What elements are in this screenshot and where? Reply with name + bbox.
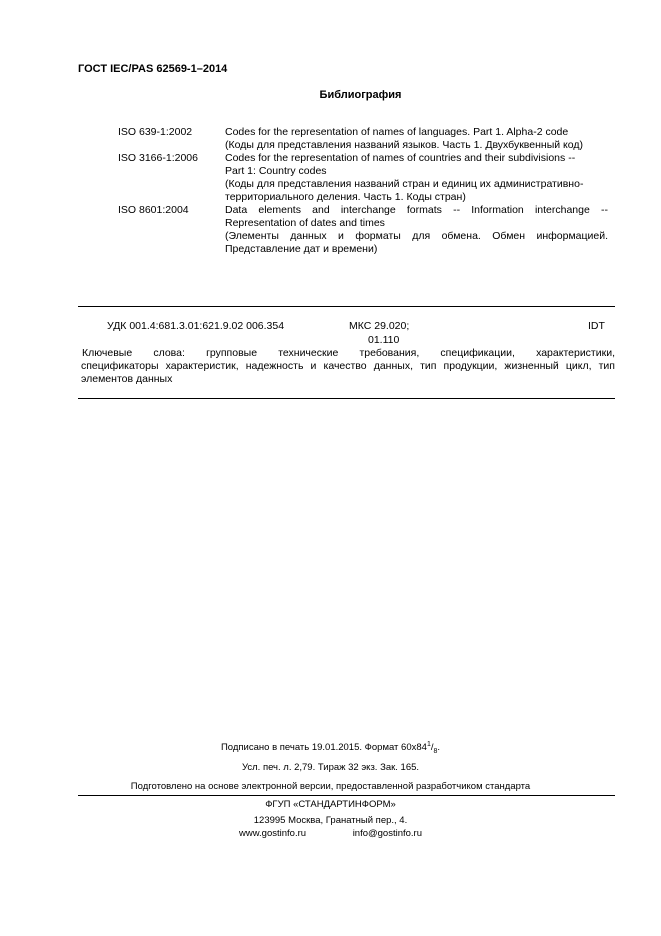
- divider-bottom: [78, 398, 615, 399]
- keywords-block: [78, 347, 615, 386]
- mks-code-line1: МКС 29.020;: [349, 320, 410, 332]
- publisher-name: ФГУП «СТАНДАРТИНФОРМ»: [265, 799, 396, 810]
- standard-code: ISO 8601:2004: [118, 204, 189, 216]
- standard-description: [225, 152, 608, 204]
- signed-text: Подписано в печать 19.01.2015. Формат 60х84: [220, 742, 427, 754]
- prepared-note: Подготовлено на основе электронной версии, предоставленной разработчиком стандарта: [130, 781, 531, 792]
- description-line: (Коды для представления названий стран и единиц их административно-: [225, 178, 584, 190]
- description-line: Представление дат и времени): [225, 243, 378, 255]
- format-denominator: 8: [433, 748, 438, 756]
- website-link[interactable]: www.gostinfo.ru: [238, 828, 307, 839]
- document-header: ГОСТ IEC/PAS 62569-1–2014: [78, 63, 228, 75]
- keywords-line: спецификаторы характеристик, надежность и качество данных, тип продукции, жизненный цикл, тип: [81, 360, 615, 372]
- description-line: Codes for the representation of names of languages. Part 1. Alpha-2 code: [225, 126, 569, 138]
- format-numerator: 1: [426, 741, 431, 748]
- keywords-text: Ключевые слова: групповые технические требования, спецификации, характеристики,: [82, 347, 615, 359]
- description-line: Codes for the representation of names of countries and their subdivisions --: [225, 152, 576, 164]
- bibliography-title: Библиография: [319, 89, 402, 101]
- standard-code: ISO 639-1:2002: [118, 126, 193, 138]
- divider-top: [78, 306, 615, 307]
- standard-description: [225, 204, 608, 256]
- imprint-divider: [78, 795, 615, 796]
- print-info: Усл. печ. л. 2,79. Тираж 32 экз. Зак. 165.: [241, 762, 420, 773]
- signed-to-print: Подписано в печать 19.01.2015. Формат $60х84^1/_8$.: [220, 741, 441, 756]
- description-line: (Коды для представления названий языков. Часть 1. Двухбуквенный код): [225, 139, 583, 151]
- bibliography-entry: [118, 152, 608, 204]
- bibliography-entry: [118, 204, 608, 256]
- publisher-address: 123995 Москва, Гранатный пер., 4.: [253, 815, 408, 826]
- description-line: (Элементы данных и форматы для обмена. Обмен информацией.: [225, 230, 608, 242]
- bibliography-entry: [118, 126, 608, 152]
- keywords-line: элементов данных: [81, 373, 173, 385]
- signed-suffix: .: [437, 742, 441, 754]
- description-line: Part 1: Country codes: [225, 165, 327, 177]
- mks-code-line2: 01.110: [368, 334, 400, 346]
- description-line: Representation of dates and times: [225, 217, 385, 229]
- standard-code: ISO 3166-1:2006: [118, 152, 198, 164]
- keywords-line: [78, 347, 615, 360]
- standard-description: [225, 126, 608, 152]
- description-line: территориального деления. Часть 1. Коды стран): [225, 191, 466, 203]
- publisher-contacts: [0, 828, 661, 839]
- udk-code: УДК 001.4:681.3.01:621.9.02 006.354: [107, 320, 285, 332]
- description-line: Data elements and interchange formats -- Information interchange --: [225, 204, 608, 216]
- idt-label: IDT: [588, 320, 605, 332]
- email-link[interactable]: info@gostinfo.ru: [352, 828, 423, 839]
